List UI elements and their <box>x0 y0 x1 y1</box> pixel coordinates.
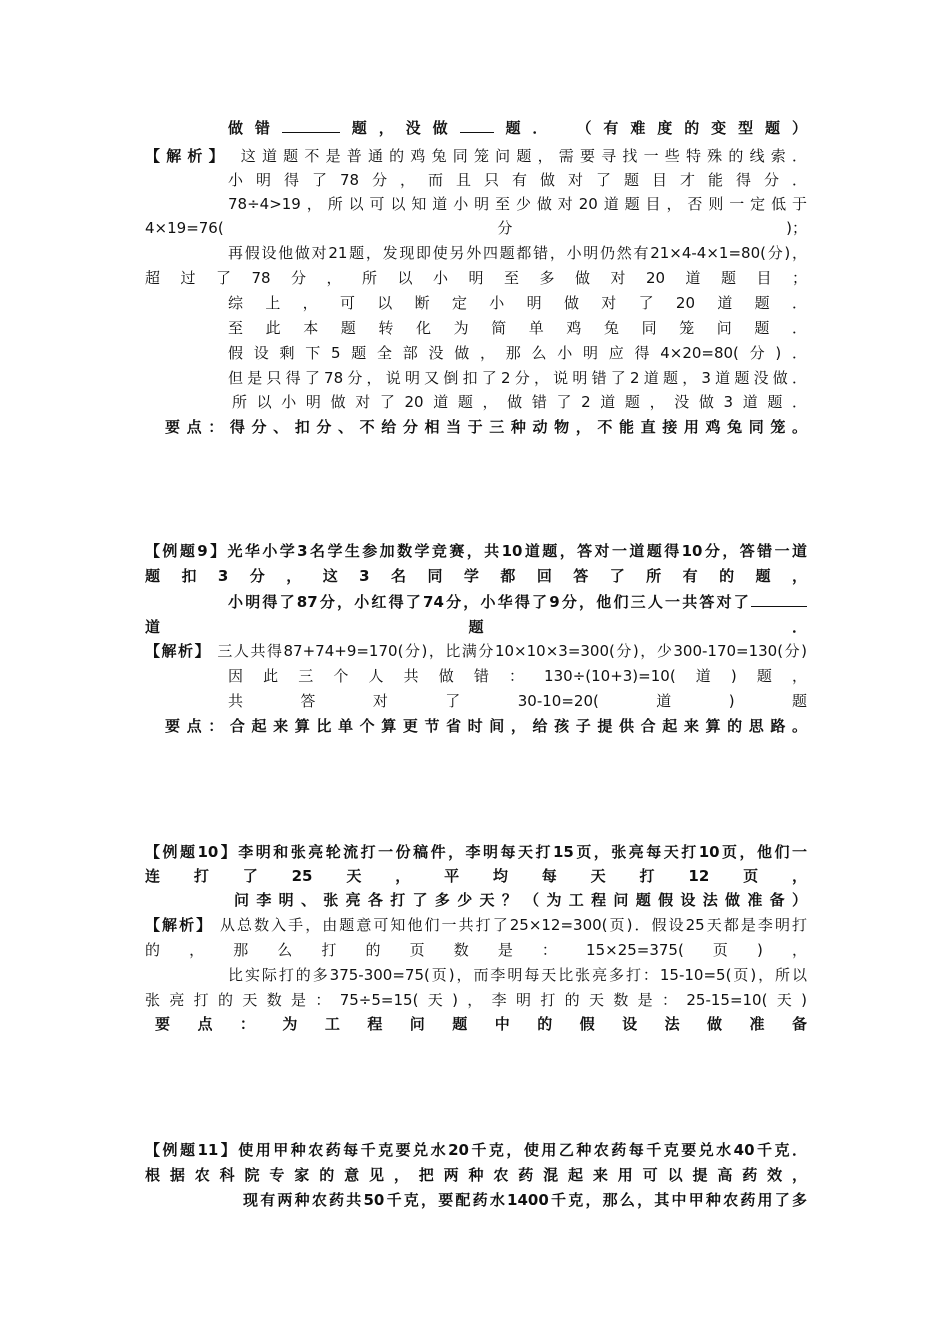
text-segment: 所以小明做对了20道题，做错了2道题，没做3道题． <box>232 393 807 411</box>
line-30 <box>145 1165 807 1185</box>
line-14 <box>145 566 807 586</box>
answer-blank <box>751 592 807 607</box>
text-segment: 做错 <box>228 119 282 137</box>
line-7 <box>228 293 807 313</box>
text-segment: 要点：合起来算比单个算更节省时间，给孩子提供合起来算的思路。 <box>165 717 807 735</box>
text-segment: 小明得了78分，而且只有做对了题目才能得分． <box>228 171 807 189</box>
text-segment: 小明得了87分，小红得了74分，小华得了9分，他们三人一共答对了 <box>228 593 751 611</box>
line-18 <box>228 666 807 686</box>
text-segment: 这道题不是普通的鸡兔同笼问题，需要寻找一些特殊的线索． <box>229 147 807 165</box>
text-segment: 再假设他做对21题，发现即使另外四题都错，小明仍然有21×4-4×1=80(分)， <box>228 244 807 262</box>
text-segment: 【例题10】李明和张亮轮流打一份稿件，李明每天打15页，张亮每天打10页，他们一 <box>145 843 807 861</box>
text-segment: 题，没做 <box>339 119 460 137</box>
line-23 <box>234 890 807 910</box>
line-29 <box>145 1140 807 1160</box>
line-11 <box>232 392 807 412</box>
text-segment: 至此本题转化为简单鸡兔同笼问题． <box>228 319 807 337</box>
text-segment: 超过了78分，所以小明至多做对20道题目； <box>145 269 807 287</box>
text-segment: 但是只得了78分，说明又倒扣了2分，说明错了2道题，3道题没做． <box>228 369 807 387</box>
text-segment: 根据农科院专家的意见，把两种农药混起来用可以提高药效， <box>145 1166 807 1184</box>
line-16 <box>145 617 807 637</box>
line-12 <box>165 417 807 437</box>
line-3 <box>228 194 807 214</box>
line-10 <box>228 368 807 388</box>
line-13 <box>145 541 807 561</box>
line-8 <box>228 318 807 338</box>
line-9 <box>228 343 807 363</box>
text-segment: 要点：为工程问题中的假设法做准备 <box>155 1015 807 1033</box>
text-segment: 问李明、张亮各打了多少天？（为工程问题假设法做准备） <box>234 891 807 909</box>
line-22 <box>145 866 807 886</box>
line-27 <box>145 990 807 1010</box>
text-segment: 【解析】 <box>145 642 212 660</box>
line-6 <box>145 268 807 288</box>
text-segment: 的，那么打的页数是：15×25=375(页)， <box>145 941 807 959</box>
text-segment: 共答对了30-10=20(道)题 <box>228 692 807 710</box>
text-segment: 题． （有难度的变型题） <box>493 119 807 137</box>
text-segment: 【例题11】使用甲种农药每千克要兑水20千克，使用乙种农药每千克要兑水40千克． <box>145 1141 807 1159</box>
text-segment: 78÷4>19，所以可以知道小明至少做对20道题目，否则一定低于 <box>228 195 807 213</box>
text-segment: 连打了25天，平均每天打12页， <box>145 867 807 885</box>
text-segment: 【解析】 <box>145 916 214 934</box>
text-segment: 题扣3分，这3名同学都回答了所有的题， <box>145 567 807 585</box>
line-2 <box>228 170 807 190</box>
line-5 <box>228 243 807 263</box>
line-1 <box>145 146 807 166</box>
text-segment: 道题． <box>145 618 807 636</box>
line-20 <box>165 716 807 736</box>
text-segment: 因此三个人共做错：130÷(10+3)=10(道)题， <box>228 667 807 685</box>
line-15 <box>228 592 807 612</box>
line-28 <box>155 1014 807 1034</box>
line-17 <box>145 641 807 661</box>
line-25 <box>145 940 807 960</box>
text-segment: 张亮打的天数是：75÷5=15(天)，李明打的天数是：25-15=10(天) <box>145 991 807 1009</box>
line-19 <box>228 691 807 711</box>
text-segment: 现有两种农药共50千克，要配药水1400千克，那么，其中甲种农药用了多 <box>243 1191 807 1209</box>
line-31 <box>243 1190 807 1210</box>
line-26 <box>228 965 807 985</box>
line-4 <box>145 218 807 238</box>
text-segment: 三人共得87+74+9=170(分)，比满分10×10×3=300(分)，少300-170=130(分) <box>211 642 807 660</box>
text-segment: 比实际打的多375-300=75(页)，而李明每天比张亮多打：15-10=5(页)，所以 <box>228 966 807 984</box>
answer-blank <box>460 118 494 133</box>
text-segment: 4×19=76(分)； <box>145 219 807 237</box>
text-segment: 从总数入手，由题意可知他们一共打了25×12=300(页)．假设25天都是李明打 <box>213 916 807 934</box>
line-0 <box>228 118 807 138</box>
text-segment: 要点：得分、扣分、不给分相当于三种动物，不能直接用鸡兔同笼。 <box>165 418 807 436</box>
answer-blank <box>282 118 340 133</box>
text-segment: 综上，可以断定小明做对了20道题． <box>228 294 807 312</box>
line-24 <box>145 915 807 935</box>
line-21 <box>145 842 807 862</box>
text-segment: 【例题9】光华小学3名学生参加数学竞赛，共10道题，答对一道题得10分，答错一道 <box>145 542 807 560</box>
text-segment: 假设剩下5题全部没做，那么小明应得4×20=80(分)． <box>228 344 807 362</box>
text-segment: 【解析】 <box>145 147 230 165</box>
